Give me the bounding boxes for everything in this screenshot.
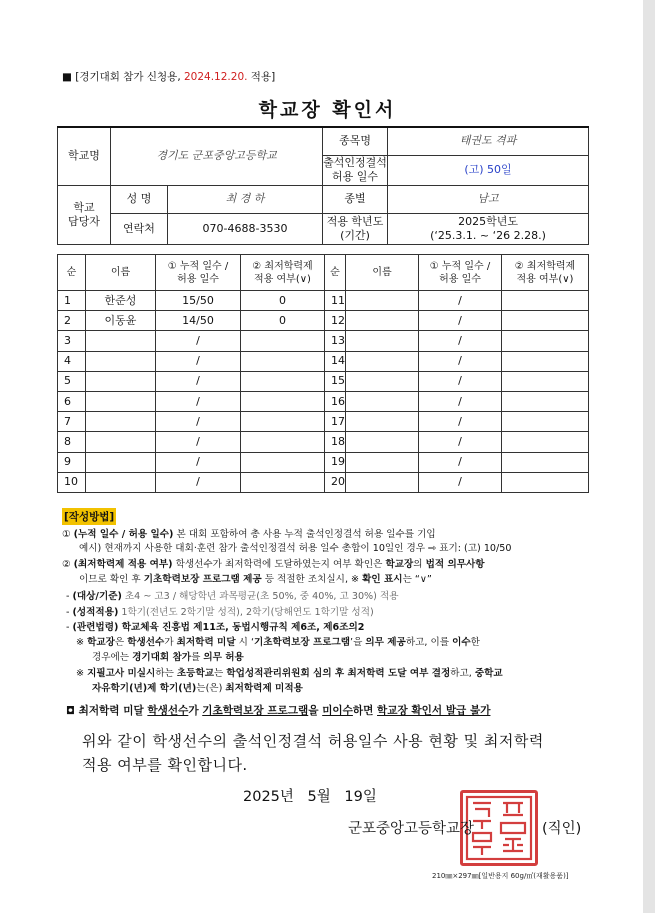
notice-a: 최저학력 미달 [74, 705, 148, 717]
col-min-line2: 적용 여부(∨) [254, 273, 311, 285]
student-name [346, 311, 419, 331]
student-name [346, 412, 419, 432]
col-min-line1: ② 최저학력제 [252, 260, 313, 272]
col-days [156, 255, 241, 291]
m8e: 가 [164, 637, 177, 648]
absence-days: / [419, 331, 502, 351]
name-value: 최 경 하 [168, 185, 323, 213]
notice-box-icon: ◘ [66, 705, 75, 717]
row-number: 19 [325, 452, 346, 472]
method-line-7 [66, 622, 364, 634]
row-number: 17 [325, 412, 346, 432]
absence-days: / [156, 371, 241, 391]
name-label: 성 명 [111, 185, 168, 213]
table-row [58, 311, 589, 331]
table-row [58, 472, 589, 492]
m6a: - [66, 607, 73, 618]
col-no-right: 순 [325, 255, 346, 291]
col-days-right-line1: ① 누적 일수 / [429, 260, 491, 272]
notice-c: 가 [188, 705, 203, 717]
document-title: 학교장 확인서 [258, 99, 397, 121]
m9d: 의무 허용 [203, 652, 244, 663]
students-header-row [58, 255, 589, 291]
m10a: ※ [76, 668, 88, 679]
m7b: (관련법령) [72, 622, 119, 633]
date-month: 5월 [307, 789, 331, 805]
min-grade-check [241, 472, 325, 492]
table-row [58, 331, 589, 351]
col-min [241, 255, 325, 291]
m10c: 하는 [155, 668, 177, 679]
school-label: 학교명 [58, 127, 111, 185]
row-number: 3 [58, 331, 86, 351]
date-year: 2025년 [243, 789, 294, 805]
absence-days: / [419, 391, 502, 411]
col-min-right-line1: ② 최저학력제 [514, 260, 576, 272]
min-grade-check [241, 351, 325, 371]
m3d: 학교장 [385, 559, 414, 570]
absence-days: / [419, 432, 502, 452]
method-line-1 [62, 529, 436, 541]
col-days-right-line2: 허용 일수 [439, 273, 481, 285]
m9a: 경우에는 [92, 652, 133, 663]
absence-days: / [419, 311, 502, 331]
absence-days: / [156, 331, 241, 351]
m8l: 이수 [452, 637, 471, 648]
sport-value: 태권도 격파 [388, 127, 589, 155]
m3c: 학생선수가 최저학력에 도달하였는지 여부 확인은 [172, 559, 386, 570]
confirm-line-1: 위와 같이 학생선수의 출석인정결석 허용일수 사용 현황 및 최저학력 [82, 732, 544, 750]
row-number: 16 [325, 391, 346, 411]
year-value-line2: (‘25.3.1. ~ ‘26 2.28.) [430, 228, 546, 242]
m8j: 의무 제공 [365, 637, 406, 648]
min-grade-check [241, 371, 325, 391]
min-grade-check [502, 331, 589, 351]
seal-label: (직인) [542, 821, 582, 837]
table-row [58, 452, 589, 472]
notice-line [66, 703, 490, 718]
min-grade-check [241, 391, 325, 411]
m8d: 학생선수 [127, 637, 165, 648]
min-grade-check: 0 [241, 291, 325, 311]
absence-days: / [156, 432, 241, 452]
min-grade-check [502, 432, 589, 452]
min-grade-check [502, 472, 589, 492]
m10b: 지필고사 미실시 [87, 668, 156, 679]
student-name: 한준성 [86, 291, 156, 311]
m6b: (성적적용) [72, 607, 119, 618]
row-number: 18 [325, 432, 346, 452]
m1c: 본 대회 포함하여 총 사용 누적 출석인정결석 허용 일수를 기입 [173, 529, 436, 540]
info-table [57, 126, 589, 245]
m10g: 하고, [450, 668, 475, 679]
min-grade-check [502, 311, 589, 331]
allowance-label-line1: 출석인정결석 [323, 156, 387, 170]
student-name [86, 331, 156, 351]
min-grade-check [241, 331, 325, 351]
method-heading: [작성방법] [62, 508, 116, 525]
m2: 예시) 현재까지 사용한 대회·훈련 참가 출석인정결석 허용 일수 총합이 10일인 경우 ⇨ 표기: (고) 10/50 [79, 543, 512, 554]
min-grade-check [502, 452, 589, 472]
manager-label-line2: 담당자 [68, 214, 100, 228]
header-date: 2024.12.20. [184, 71, 248, 83]
m7a: - [66, 622, 73, 633]
table-row [58, 371, 589, 391]
allowance-label [323, 155, 388, 185]
m11a: 자유학기(년)제 학기(년) [92, 683, 197, 694]
min-grade-check: 0 [241, 311, 325, 331]
year-label-line2: (기간) [340, 228, 370, 242]
absence-days: / [156, 472, 241, 492]
absence-days: 15/50 [156, 291, 241, 311]
method-line-6 [66, 607, 374, 619]
m5b: (대상/기준) [72, 591, 122, 602]
student-name: 이동윤 [86, 311, 156, 331]
form-header [62, 69, 275, 84]
m5c: 초4 ~ 고3 / 해당학년 과목평균(초 50%, 중 40%, 고 30%) 적용 [121, 591, 399, 602]
table-row [58, 432, 589, 452]
m3b: (최저학력제 적용 여부) [73, 559, 173, 570]
row-number: 14 [325, 351, 346, 371]
student-name [86, 432, 156, 452]
m4b: 기초학력보장 프로그램 제공 [143, 574, 262, 585]
table-row [58, 412, 589, 432]
row-number: 6 [58, 391, 86, 411]
header-suffix: 적용] [247, 71, 276, 83]
school-principal-name: 군포중앙고등학교장 [348, 821, 475, 837]
table-row [58, 351, 589, 371]
min-grade-check [241, 452, 325, 472]
student-name [86, 472, 156, 492]
m4a: 이므로 확인 후 [79, 574, 144, 585]
m8m: 한 [470, 637, 480, 648]
paper-spec-footer: 210㎜×297㎜[일반용지 60g/㎡(재활용품)] [432, 872, 569, 880]
m10h: 중학교 [474, 668, 503, 679]
m3f: 법적 의무사항 [425, 559, 485, 570]
year-label-line1: 적용 학년도 [326, 214, 384, 228]
student-name [86, 371, 156, 391]
m9c: 를 [191, 652, 204, 663]
student-name [86, 351, 156, 371]
student-name [346, 452, 419, 472]
student-name [346, 391, 419, 411]
student-name [86, 452, 156, 472]
absence-days: / [419, 472, 502, 492]
m3a: ② [62, 559, 74, 570]
absence-days: 14/50 [156, 311, 241, 331]
col-name: 이름 [86, 255, 156, 291]
row-number: 9 [58, 452, 86, 472]
student-name [346, 331, 419, 351]
year-value [388, 213, 589, 244]
manager-label [58, 185, 111, 244]
m8k: 하고, 이를 [405, 637, 453, 648]
method-line-4 [79, 574, 432, 586]
method-line-11 [92, 683, 303, 695]
notice-d: 기초학력보장 프로그램 [202, 705, 309, 717]
student-name [346, 371, 419, 391]
min-grade-check [502, 371, 589, 391]
row-number: 15 [325, 371, 346, 391]
student-name [346, 472, 419, 492]
absence-days: / [156, 412, 241, 432]
m1b: (누적 일수 / 허용 일수) [73, 529, 174, 540]
school-value: 경기도 군포중앙고등학교 [111, 127, 323, 185]
col-no: 순 [58, 255, 86, 291]
col-days-line1: ① 누적 일수 / [167, 260, 229, 272]
year-value-line1: 2025학년도 [458, 214, 518, 228]
year-label [323, 213, 388, 244]
table-row [58, 291, 589, 311]
min-grade-check [502, 291, 589, 311]
absence-days: / [419, 291, 502, 311]
sport-label: 종목명 [323, 127, 388, 155]
m8g: 시 ‘ [235, 637, 255, 648]
m7c: 학교체육 진흥법 제11조, 동법시행규칙 제6조, 제6조의2 [118, 622, 365, 633]
student-name [346, 432, 419, 452]
m9b: 경기대회 참가 [132, 652, 192, 663]
min-grade-check [502, 412, 589, 432]
min-grade-check [241, 412, 325, 432]
method-line-3 [62, 559, 485, 571]
absence-days: / [419, 452, 502, 472]
student-name [346, 291, 419, 311]
row-number: 10 [58, 472, 86, 492]
gender-label: 종별 [323, 185, 388, 213]
absence-days: / [156, 351, 241, 371]
m6c: 1학기(전년도 2학기말 성적), 2학기(당해연도 1학기말 성적) [118, 607, 374, 618]
absence-days: / [419, 351, 502, 371]
col-days-line2: 허용 일수 [177, 273, 219, 285]
row-number: 7 [58, 412, 86, 432]
min-grade-check [241, 432, 325, 452]
contact-value: 070-4688-3530 [168, 213, 323, 244]
header-prefix: [경기대회 참가 신청용, [75, 71, 184, 83]
notice-f: 미이수 [322, 705, 353, 717]
m8f: 최저학력 미달 [176, 637, 236, 648]
students-table [57, 254, 589, 493]
col-name-right: 이름 [346, 255, 419, 291]
contact-label: 연락처 [111, 213, 168, 244]
student-name [346, 351, 419, 371]
m8a: ※ [76, 637, 88, 648]
method-line-8 [76, 637, 480, 649]
method-line-9 [92, 652, 244, 664]
m8i: ’을 [350, 637, 366, 648]
m4e: 는 “∨” [402, 574, 432, 585]
m10f: 학업성적관리위원회 심의 후 최저학력 도달 여부 결정 [226, 668, 451, 679]
m10d: 초등학교 [176, 668, 214, 679]
absence-days: / [156, 452, 241, 472]
m1a: ① [62, 529, 74, 540]
date-day: 19일 [344, 789, 377, 805]
row-number: 5 [58, 371, 86, 391]
confirm-line-2: 적용 여부를 확인합니다. [82, 756, 248, 774]
row-number: 4 [58, 351, 86, 371]
min-grade-check [502, 351, 589, 371]
row-number: 1 [58, 291, 86, 311]
row-number: 13 [325, 331, 346, 351]
min-grade-check [502, 391, 589, 411]
gender-value: 남고 [388, 185, 589, 213]
col-min-right-line2: 적용 여부(∨) [516, 273, 574, 285]
m8b: 학교장 [87, 637, 115, 648]
method-line-5 [66, 591, 399, 603]
issue-date [243, 785, 377, 806]
m8h: 기초학력보장 프로그램 [254, 637, 351, 648]
method-line-10 [76, 668, 503, 680]
m11b: 는(은) [196, 683, 226, 694]
allowance-label-line2: 허용 일수 [332, 170, 379, 183]
m4c: 등 적절한 조치실시, ※ [261, 574, 363, 585]
notice-b: 학생선수 [147, 705, 189, 717]
absence-days: / [419, 371, 502, 391]
row-number: 2 [58, 311, 86, 331]
screen-edge [643, 0, 655, 913]
row-number: 8 [58, 432, 86, 452]
m4d: 확인 표시 [362, 574, 403, 585]
row-number: 12 [325, 311, 346, 331]
allowance-value: (고) 50일 [388, 155, 589, 185]
table-row [58, 391, 589, 411]
row-number: 11 [325, 291, 346, 311]
m3e: 의 [413, 559, 426, 570]
m5a: - [66, 591, 73, 602]
notice-e: 을 [308, 705, 323, 717]
notice-g: 하면 [352, 705, 378, 717]
m11c: 최저학력제 미적용 [225, 683, 303, 694]
student-name [86, 412, 156, 432]
notice-h: 학교장 확인서 발급 불가 [377, 705, 491, 717]
col-min-right [502, 255, 589, 291]
absence-days: / [156, 391, 241, 411]
manager-label-line1: 학교 [73, 200, 95, 214]
header-bullet: ■ [62, 71, 72, 83]
method-line-2 [79, 543, 511, 555]
absence-days: / [419, 412, 502, 432]
col-days-right [419, 255, 502, 291]
m8c: 은 [114, 637, 128, 648]
student-name [86, 391, 156, 411]
m10e: 는 [213, 668, 227, 679]
row-number: 20 [325, 472, 346, 492]
